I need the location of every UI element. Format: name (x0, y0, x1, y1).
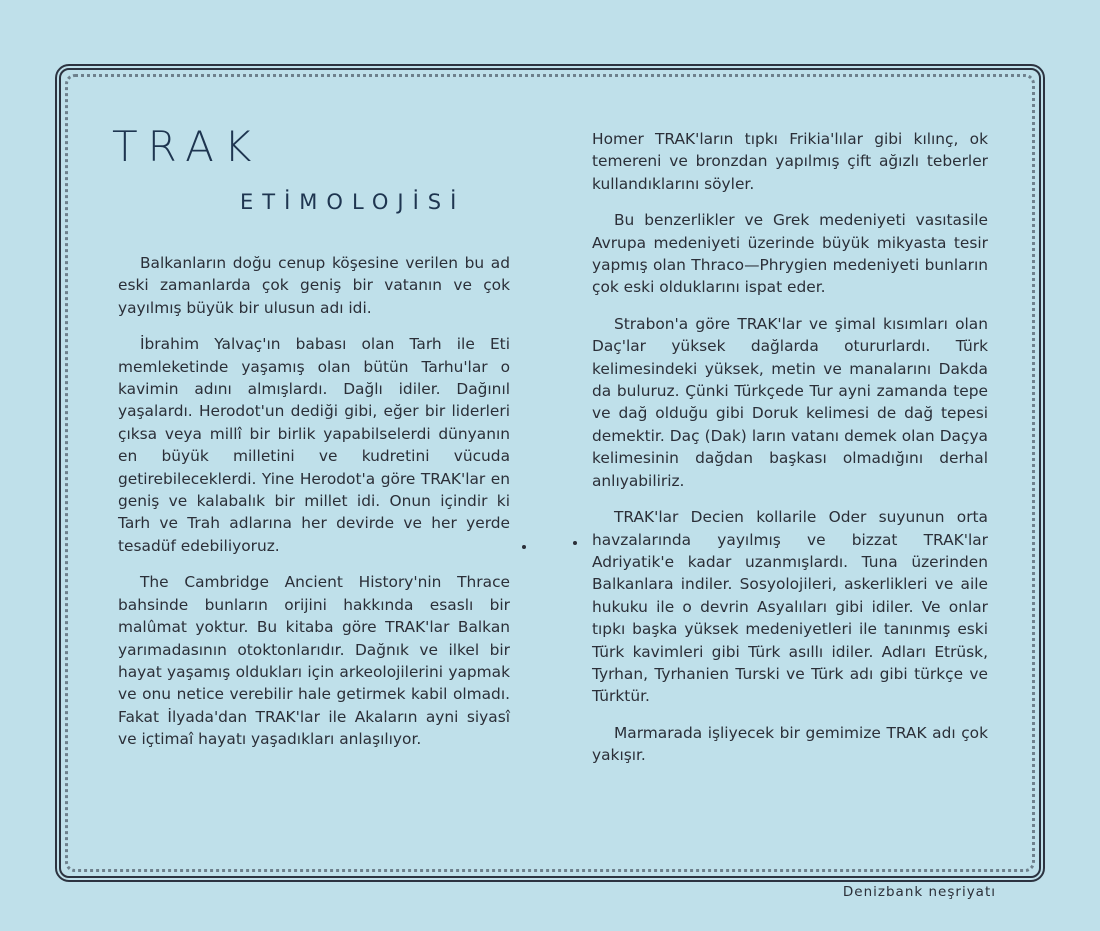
right-paragraph-3: Strabon'a göre TRAK'lar ve şimal kısımları olan Daç'lar yüksek dağlarda otururlardı. Türk kelimesindeki yüksek, metin ve manalarını Dakda da buluruz. Çünki Türkçede Tur ayni zamanda tepe ve dağ olduğu gibi Doruk kelimesi de dağ tepesi demektir. Daç (Dak) ların vatanı demek olan Daçya kelimesinin dağdan başkası olmadığını derhal anlıyabiliriz. (592, 314, 988, 490)
right-paragraph-5: Marmarada işliyecek bir gemimize TRAK adı çok yakışır. (592, 723, 988, 765)
page-title: TRAK (112, 122, 262, 171)
right-column (592, 128, 988, 781)
publisher-credit: Denizbank neşriyatı (842, 884, 996, 900)
center-dot-mark (573, 541, 577, 545)
left-column (118, 252, 510, 765)
right-paragraph-4: TRAK'lar Decien kollarile Oder suyunun orta havzalarında yayılmış ve bizzat TRAK'lar Adriyatik'e kadar uzanmışlardı. Tuna üzerinden Balkanlara indiler. Sosyolojileri, askerlikleri ve aile hukuku ile o devrin Asyalıları gibi idiler. Ve onlar tıpkı başka yüksek medeniyetleri ile tanınmış eski Türk kavimleri gibi Türk asıllı idiler. Adları Etrüsk, Tyrhan, Tyrhanien Turski ve Türk adı gibi türkçe ve Türktür. (592, 508, 988, 706)
page-subtitle: ETİMOLOJİSİ (240, 190, 466, 214)
left-paragraph-1: Balkanların doğu cenup köşesine verilen bu ad eski zamanlarda çok geniş bir vatanın ve çok yayılmış büyük bir ulusun adı idi. (118, 254, 510, 317)
right-paragraph-2: Bu benzerlikler ve Grek medeniyeti vasıtasile Avrupa medeniyeti üzerinde büyük mikyasta tesir yapmış olan Thraco—Phrygien medeniyeti bunların çok eski olduklarını ispat eder. (592, 211, 988, 297)
left-paragraph-2: İbrahim Yalvaç'ın babası olan Tarh ile Eti memleketinde yaşamış olan bütün Tarhu'lar o kavimin adını almışlardı. Dağlı idiler. Dağınıl yaşalardı. Herodot'un dediği gibi, eğer bir liderleri çıksa veya millî bir birlik yapabilselerdi dünyanın en büyük milletini ve kudretini vücuda getirebileceklerdi. Yine Herodot'a göre TRAK'lar en geniş ve kalabalık bir millet idi. Onun içindir ki Tarh ve Trah adlarına her devirde ve her yerde tesadüf edebiliyoruz. (118, 335, 510, 555)
right-paragraph-1: Homer TRAK'ların tıpkı Frikia'lılar gibi kılınç, ok temereni ve bronzdan yapılmış çift ağızlı teberler kullandıklarını söyler. (592, 130, 988, 193)
left-paragraph-3: The Cambridge Ancient History'nin Thrace bahsinde bunların orijini hakkında esaslı bir malûmat yoktur. Bu kitaba göre TRAK'lar Balkan yarımadasının otoktonlarıdır. Dağnık ve ilkel bir hayat yaşamış oldukları için arkeolojilerini yapmak ve onu netice verebilir hale getirmek kabil olmadı. Fakat İlyada'dan TRAK'lar ile Akaların ayni siyasî ve içtimaî hayatı yaşadıkları anlaşılıyor. (118, 573, 510, 749)
center-dot-mark (522, 545, 526, 549)
